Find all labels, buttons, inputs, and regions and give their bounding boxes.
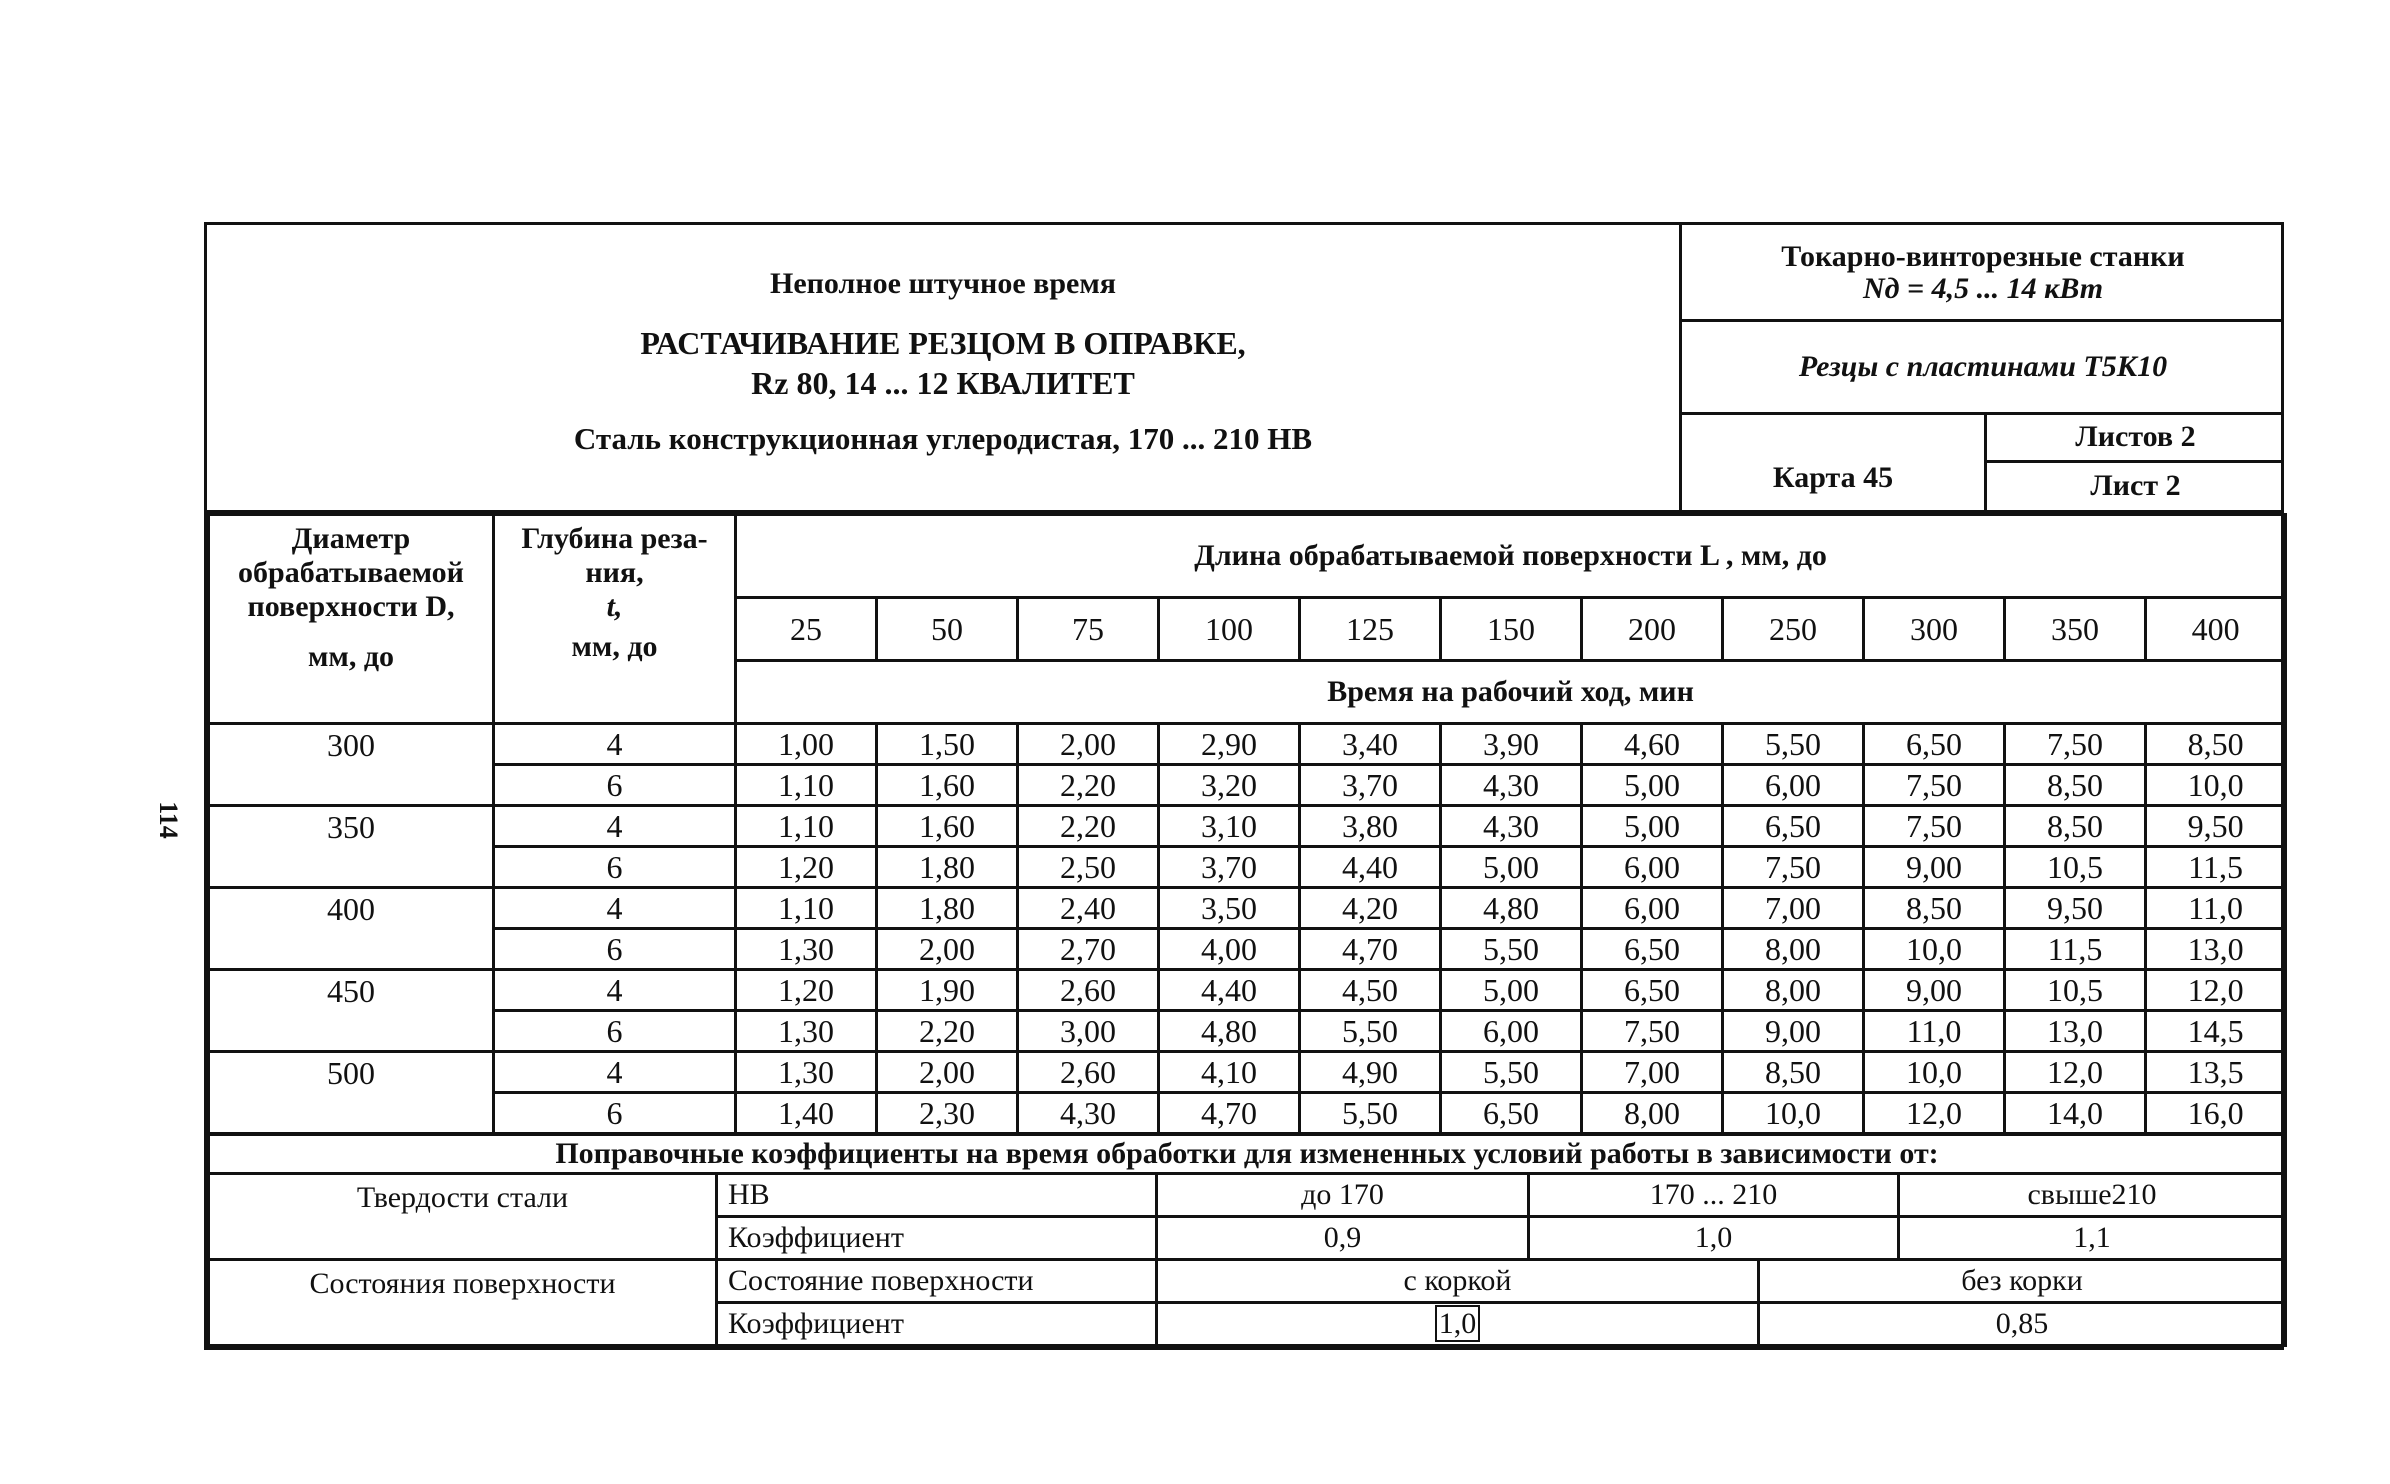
time-cell: 6,00 xyxy=(1723,765,1864,806)
time-rows xyxy=(209,724,2286,1134)
time-cell: 4,70 xyxy=(1159,1093,1300,1134)
time-cell: 8,00 xyxy=(1582,1093,1723,1134)
time-cell: 3,70 xyxy=(1300,765,1441,806)
hb-coef-1: 0,9 xyxy=(1157,1217,1529,1260)
depth-cell: 4 xyxy=(494,806,736,847)
time-cell: 10,5 xyxy=(2005,847,2146,888)
time-cell: 5,50 xyxy=(1441,1052,1582,1093)
length-value: 250 xyxy=(1723,598,1864,661)
time-cell: 2,60 xyxy=(1018,1052,1159,1093)
time-cell: 5,50 xyxy=(1300,1011,1441,1052)
time-cell: 5,00 xyxy=(1441,847,1582,888)
length-value: 150 xyxy=(1441,598,1582,661)
time-cell: 1,10 xyxy=(736,806,877,847)
time-cell: 5,00 xyxy=(1582,765,1723,806)
time-cell: 5,50 xyxy=(1723,724,1864,765)
diameter-header-unit: мм, до xyxy=(307,640,395,673)
time-cell: 8,50 xyxy=(2005,765,2146,806)
machine-power: Nд = 4,5 ... 14 кВт xyxy=(1862,272,2104,305)
material-line: Сталь конструкционная углеродистая, 170 ... 210 НВ xyxy=(573,421,1313,456)
time-cell: 2,90 xyxy=(1159,724,1300,765)
sheets-total: Листов 2 xyxy=(1987,415,2284,463)
time-cell: 5,00 xyxy=(1441,970,1582,1011)
diameter-cell: 450 xyxy=(209,970,494,1011)
time-cell: 9,00 xyxy=(1723,1011,1864,1052)
time-cell: 2,50 xyxy=(1018,847,1159,888)
time-table xyxy=(207,513,2287,1135)
time-cell: 9,00 xyxy=(1864,847,2005,888)
time-cell: 4,80 xyxy=(1441,888,1582,929)
depth-cell: 6 xyxy=(494,847,736,888)
time-cell: 7,50 xyxy=(1582,1011,1723,1052)
hb-value-1: до 170 xyxy=(1157,1174,1529,1217)
time-cell: 10,0 xyxy=(1864,929,2005,970)
card-title-line2: Rz 80, 14 ... 12 КВАЛИТЕТ xyxy=(751,365,1135,401)
table-row xyxy=(209,929,2286,970)
time-cell: 1,10 xyxy=(736,888,877,929)
surface-coef-1 xyxy=(1157,1303,1759,1346)
surface-value-2: без корки xyxy=(1759,1260,2286,1303)
time-cell: 2,30 xyxy=(877,1093,1018,1134)
depth-header-symbol: t, xyxy=(606,590,623,623)
surface-coef-label: Коэффициент xyxy=(717,1303,1157,1346)
machine-type: Токарно-винторезные станки xyxy=(1781,240,2185,273)
corrections-title: Поправочные коэффициенты на время обработки для измененных условий работы в зависимости от: xyxy=(209,1135,2286,1174)
time-cell: 5,50 xyxy=(1441,929,1582,970)
time-cell: 4,20 xyxy=(1300,888,1441,929)
depth-cell: 6 xyxy=(494,1011,736,1052)
length-value: 100 xyxy=(1159,598,1300,661)
time-cell: 6,50 xyxy=(1582,929,1723,970)
time-cell: 4,40 xyxy=(1159,970,1300,1011)
tools-cell: Резцы с пластинами Т5К10 xyxy=(1682,322,2284,415)
time-cell: 4,10 xyxy=(1159,1052,1300,1093)
time-cell: 4,40 xyxy=(1300,847,1441,888)
time-cell: 2,00 xyxy=(877,929,1018,970)
diameter-cell xyxy=(209,1011,494,1052)
time-cell: 3,70 xyxy=(1159,847,1300,888)
time-cell: 2,60 xyxy=(1018,970,1159,1011)
table-row xyxy=(209,765,2286,806)
time-cell: 11,5 xyxy=(2005,929,2146,970)
time-cell: 2,40 xyxy=(1018,888,1159,929)
time-cell: 13,5 xyxy=(2146,1052,2286,1093)
time-cell: 8,50 xyxy=(2005,806,2146,847)
time-cell: 8,00 xyxy=(1723,970,1864,1011)
surface-coef-2: 0,85 xyxy=(1759,1303,2286,1346)
diameter-cell: 350 xyxy=(209,806,494,847)
time-cell: 1,20 xyxy=(736,847,877,888)
time-cell: 14,5 xyxy=(2146,1011,2286,1052)
time-cell: 3,00 xyxy=(1018,1011,1159,1052)
table-row xyxy=(209,806,2286,847)
time-cell: 13,0 xyxy=(2146,929,2286,970)
time-cell: 12,0 xyxy=(2146,970,2286,1011)
time-cell: 11,5 xyxy=(2146,847,2286,888)
time-cell: 3,40 xyxy=(1300,724,1441,765)
time-cell: 4,80 xyxy=(1159,1011,1300,1052)
depth-header-unit: мм, до xyxy=(571,630,658,663)
time-cell: 3,80 xyxy=(1300,806,1441,847)
time-cell: 10,0 xyxy=(1864,1052,2005,1093)
time-cell: 1,60 xyxy=(877,806,1018,847)
time-cell: 1,90 xyxy=(877,970,1018,1011)
time-cell: 7,00 xyxy=(1723,888,1864,929)
norm-card xyxy=(204,222,2284,1350)
table-row xyxy=(209,1093,2286,1134)
time-cell: 8,50 xyxy=(2146,724,2286,765)
time-cell: 9,50 xyxy=(2005,888,2146,929)
depth-cell: 6 xyxy=(494,929,736,970)
time-cell: 12,0 xyxy=(2005,1052,2146,1093)
sheet-current: Лист 2 xyxy=(2090,469,2181,502)
length-value: 25 xyxy=(736,598,877,661)
time-cell: 9,00 xyxy=(1864,970,2005,1011)
diameter-header-text: Диаметр обрабатываемой поверхности D, xyxy=(238,522,464,623)
time-cell: 8,00 xyxy=(1723,929,1864,970)
depth-cell: 4 xyxy=(494,1052,736,1093)
time-cell: 4,60 xyxy=(1582,724,1723,765)
length-value: 400 xyxy=(2146,598,2286,661)
card-title-line1: РАСТАЧИВАНИЕ РЕЗЦОМ В ОПРАВКЕ, xyxy=(640,325,1246,361)
time-cell: 1,30 xyxy=(736,929,877,970)
time-cell: 2,20 xyxy=(1018,806,1159,847)
hb-coef-2: 1,0 xyxy=(1529,1217,1899,1260)
time-cell: 2,20 xyxy=(1018,765,1159,806)
hb-coef-3: 1,1 xyxy=(1899,1217,2286,1260)
diameter-cell xyxy=(209,847,494,888)
machine-cell xyxy=(1682,225,2284,322)
time-cell: 3,20 xyxy=(1159,765,1300,806)
diameter-cell: 500 xyxy=(209,1052,494,1093)
diameter-cell xyxy=(209,929,494,970)
time-cell: 14,0 xyxy=(2005,1093,2146,1134)
time-cell: 11,0 xyxy=(1864,1011,2005,1052)
surface-label: Состояния поверхности xyxy=(209,1260,717,1346)
card-subtitle: Неполное штучное время xyxy=(769,267,1117,300)
surface-value-1: с коркой xyxy=(1157,1260,1759,1303)
depth-cell: 4 xyxy=(494,888,736,929)
time-cell: 5,00 xyxy=(1582,806,1723,847)
time-cell: 1,20 xyxy=(736,970,877,1011)
surface-state-label: Состояние поверхности xyxy=(717,1260,1157,1303)
time-cell: 3,10 xyxy=(1159,806,1300,847)
hardness-label: Твердости стали xyxy=(209,1174,717,1260)
length-value: 75 xyxy=(1018,598,1159,661)
time-cell: 7,00 xyxy=(1582,1052,1723,1093)
time-cell: 9,50 xyxy=(2146,806,2286,847)
card-title xyxy=(207,323,1679,403)
diameter-cell xyxy=(209,1093,494,1134)
time-cell: 2,70 xyxy=(1018,929,1159,970)
depth-cell: 4 xyxy=(494,970,736,1011)
length-value: 350 xyxy=(2005,598,2146,661)
table-row xyxy=(209,1011,2286,1052)
time-cell: 4,90 xyxy=(1300,1052,1441,1093)
time-cell: 5,50 xyxy=(1300,1093,1441,1134)
time-cell: 6,50 xyxy=(1441,1093,1582,1134)
time-cell: 1,50 xyxy=(877,724,1018,765)
time-cell: 7,50 xyxy=(1864,765,2005,806)
card-number: Карта 45 xyxy=(1682,415,1987,510)
time-cell: 1,80 xyxy=(877,888,1018,929)
length-value: 300 xyxy=(1864,598,2005,661)
time-cell: 6,50 xyxy=(1723,806,1864,847)
time-cell: 6,00 xyxy=(1582,847,1723,888)
diameter-header xyxy=(209,515,494,724)
card-header xyxy=(207,225,1682,513)
length-value: 125 xyxy=(1300,598,1441,661)
time-cell: 1,80 xyxy=(877,847,1018,888)
time-cell: 10,0 xyxy=(2146,765,2286,806)
time-cell: 6,50 xyxy=(1582,970,1723,1011)
depth-header-text: Глубина реза-ния, xyxy=(521,522,708,589)
card-meta xyxy=(1682,225,2284,513)
corrections-table xyxy=(207,1133,2287,1347)
time-cell: 3,50 xyxy=(1159,888,1300,929)
time-cell: 2,00 xyxy=(877,1052,1018,1093)
time-cell: 4,70 xyxy=(1300,929,1441,970)
hb-coef-label: Коэффициент xyxy=(717,1217,1157,1260)
time-cell: 12,0 xyxy=(1864,1093,2005,1134)
time-cell: 6,50 xyxy=(1864,724,2005,765)
surface-coef-1-value: 1,0 xyxy=(1435,1305,1481,1342)
table-row xyxy=(209,888,2286,929)
page-number: 114 xyxy=(154,801,183,839)
diameter-cell xyxy=(209,765,494,806)
hb-label: НВ xyxy=(717,1174,1157,1217)
time-cell: 10,0 xyxy=(1723,1093,1864,1134)
diameter-cell: 400 xyxy=(209,888,494,929)
hb-value-3: свыше210 xyxy=(1899,1174,2286,1217)
time-cell: 6,00 xyxy=(1441,1011,1582,1052)
time-cell: 1,40 xyxy=(736,1093,877,1134)
hb-value-2: 170 ... 210 xyxy=(1529,1174,1899,1217)
time-cell: 7,50 xyxy=(1864,806,2005,847)
time-cell: 11,0 xyxy=(2146,888,2286,929)
time-cell: 1,10 xyxy=(736,765,877,806)
length-header: Длина обрабатываемой поверхности L , мм, до xyxy=(736,515,2286,598)
time-cell: 3,90 xyxy=(1441,724,1582,765)
table-row xyxy=(209,724,2286,765)
time-cell: 13,0 xyxy=(2005,1011,2146,1052)
time-cell: 1,00 xyxy=(736,724,877,765)
depth-cell: 6 xyxy=(494,765,736,806)
time-cell: 2,20 xyxy=(877,1011,1018,1052)
time-cell: 8,50 xyxy=(1864,888,2005,929)
time-cell: 4,30 xyxy=(1018,1093,1159,1134)
time-cell: 4,30 xyxy=(1441,806,1582,847)
time-cell: 10,5 xyxy=(2005,970,2146,1011)
time-cell: 1,30 xyxy=(736,1052,877,1093)
depth-header xyxy=(494,515,736,724)
table-row xyxy=(209,1052,2286,1093)
time-cell: 1,30 xyxy=(736,1011,877,1052)
time-header: Время на рабочий ход, мин xyxy=(736,661,2286,724)
time-cell: 8,50 xyxy=(1723,1052,1864,1093)
table-row xyxy=(209,970,2286,1011)
time-cell: 4,30 xyxy=(1441,765,1582,806)
depth-cell: 4 xyxy=(494,724,736,765)
time-cell: 16,0 xyxy=(2146,1093,2286,1134)
length-value: 200 xyxy=(1582,598,1723,661)
length-value: 50 xyxy=(877,598,1018,661)
depth-cell: 6 xyxy=(494,1093,736,1134)
time-cell: 4,50 xyxy=(1300,970,1441,1011)
time-cell: 1,60 xyxy=(877,765,1018,806)
time-cell: 4,00 xyxy=(1159,929,1300,970)
diameter-cell: 300 xyxy=(209,724,494,765)
time-cell: 2,00 xyxy=(1018,724,1159,765)
time-cell: 7,50 xyxy=(2005,724,2146,765)
time-cell: 6,00 xyxy=(1582,888,1723,929)
time-cell: 7,50 xyxy=(1723,847,1864,888)
table-row xyxy=(209,847,2286,888)
